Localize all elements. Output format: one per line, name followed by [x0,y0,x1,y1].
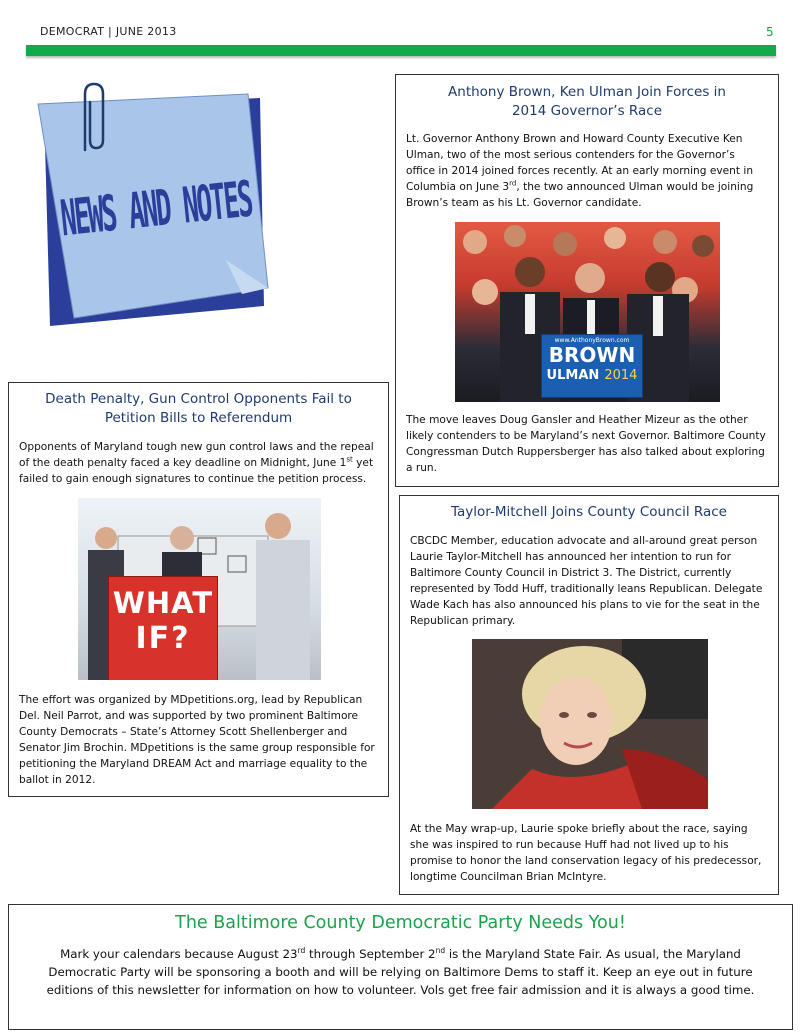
news-notes-graphic [30,80,280,340]
callout-title: The Baltimore County Democratic Party Needs You! [175,913,626,933]
sign-brown: BROWN [548,343,636,367]
article-paragraph: Opponents of Maryland tough new gun control laws and the repeal of the death penalty faced a key deadline on Midnight, June 1st yet failed to gain enough signatures to continue the petition process. [19,441,374,485]
petition-rally-photo [78,498,321,680]
volunteer-callout [8,904,793,1030]
laurie-taylor-mitchell-photo [472,639,708,809]
article-paragraph: The effort was organized by MDpetitions.org, lead by Republican Del. Neil Parrot, and was supported by two prominent Baltimore County Democrats – State’s Attorney Scott Shellenberger and Senator Jim Brochin. MDpetitions is the same group responsible for petitioning the Maryland DREAM Act and marriage equality to the ballot in 2012. [19,694,375,786]
callout-paragraph: Mark your calendars because August 23rd through September 2nd is the Maryland State Fair. As usual, the Maryland Democratic Party will be sponsoring a booth and will be relying on Baltimore Dems to staff it. Keep an eye out in future editions of this newsletter for information on how to volunteer. Vols get free fair admission and it is always a good time. [46,946,755,997]
article-title: Death Penalty, Gun Control Opponents Fail to Petition Bills to Referendum [45,391,352,426]
sign-year: 2014 [604,368,638,383]
article-paragraph: CBCDC Member, education advocate and all-around great person Laurie Taylor-Mitchell has announced her intention to run for Baltimore County Council in District 3. The District, currently represented by Todd Huff, traditionally leans Republican. Delegate Wade Kach has also announced his plans to vie for the seat in the Republican primary. [410,535,763,627]
article-taylor-mitchell [399,495,779,895]
article-paragraph: Lt. Governor Anthony Brown and Howard County Executive Ken Ulman, two of the most serious contenders for the Governor’s office in 2014 joined forces recently. At an early morning event in Columbia on June 3rd, the two announced Ulman would be joining Brown’s team as his Lt. Governor candidate. [406,133,754,209]
portrait-illustration [472,639,708,809]
campaign-sign [541,334,643,398]
what-if-sign [108,576,218,680]
sign-if: IF? [135,621,191,656]
news-notes-label: NEWS AND NOTES [58,172,255,249]
article-paragraph: The move leaves Doug Gansler and Heather Mizeur as the other likely contenders to be Maryland’s next Governor. Baltimore County Congressman Dutch Ruppersberger has also talked about exploring a run. [406,414,766,474]
article-death-penalty [8,382,389,797]
page-number: 5 [766,25,774,39]
sign-url: www.AnthonyBrown.com [554,337,630,344]
article-title: Anthony Brown, Ken Ulman Join Forces in 2014 Governor’s Race [448,84,726,119]
brown-ulman-photo [455,222,720,402]
article-brown-ulman [395,74,779,487]
sign-what: WHAT [112,586,214,620]
article-title: Taylor-Mitchell Joins County Council Race [451,504,727,520]
sign-ulman: ULMAN [546,368,600,383]
header-divider [26,45,776,56]
article-paragraph: At the May wrap-up, Laurie spoke briefly about the race, saying she was inspired to run because Huff had not lived up to his promise to honor the land conservation legacy of his predecessor, longtime Councilman Brian McIntyre. [410,823,762,883]
newsletter-header: DEMOCRAT | JUNE 2013 [40,25,177,38]
